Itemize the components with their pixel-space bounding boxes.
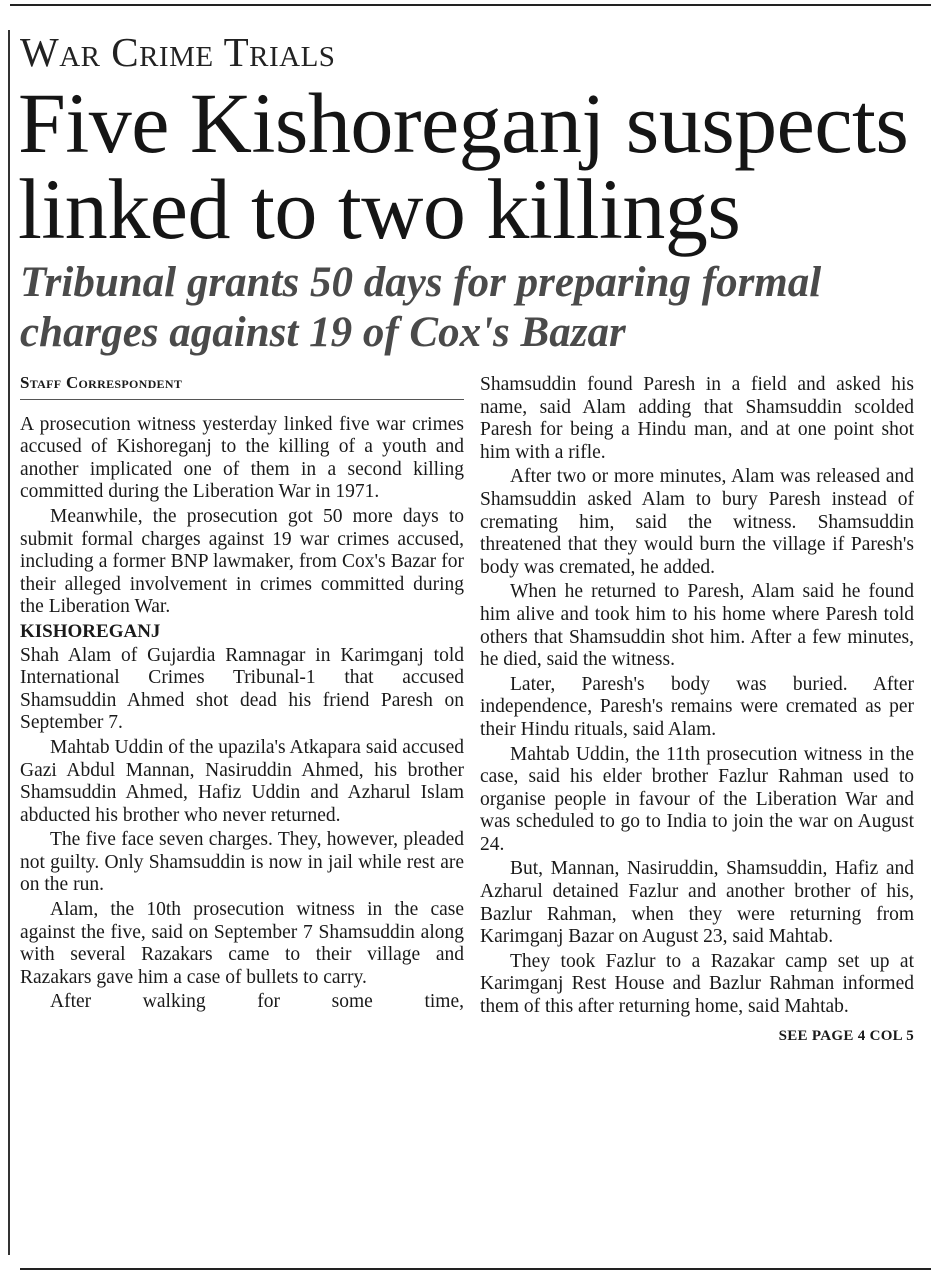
- continuation-note: SEE PAGE 4 COL 5: [778, 1027, 914, 1044]
- paragraph: Mahtab Uddin of the upazila's Atkapara said accused Gazi Abdul Mannan, Nasiruddin Ahmed, his brother Shamsuddin Ahmed, Hafiz Uddin and Azharul Islam abducted his brother who never returned.: [20, 736, 464, 826]
- left-rule: [8, 30, 10, 1255]
- bottom-rule: [20, 1268, 931, 1270]
- paragraph: A prosecution witness yesterday linked five war crimes accused of Kishoreganj to the killing of a youth and another implicated one of them in a second killing committed during the Liberation War in 1971.: [20, 413, 464, 503]
- paragraph: Mahtab Uddin, the 11th prosecution witness in the case, said his elder brother Fazlur Rahman used to organise people in favour of the Liberation War and was scheduled to go to India to join the war on August 24.: [480, 743, 914, 855]
- paragraph: Shah Alam of Gujardia Ramnagar in Karimganj told International Crimes Tribunal-1 that accused Shamsuddin Ahmed shot dead his friend Paresh on September 7.: [20, 644, 464, 734]
- paragraph: But, Mannan, Nasiruddin, Shamsuddin, Hafiz and Azharul detained Fazlur and another brother of his, Bazlur Rahman, when they were returning from Karimganj Bazar on August 23, said Mahtab.: [480, 858, 914, 948]
- paragraph: After two or more minutes, Alam was released and Shamsuddin asked Alam to bury Paresh instead of cremating him, said the witness. Shamsuddin threatened that they would burn the village if Paresh's body was cremated, he added.: [480, 466, 914, 578]
- headline: Five Kishoreganj suspects linked to two killings: [18, 75, 909, 257]
- paragraph: Later, Paresh's body was buried. After independence, Paresh's remains were cremated as per their Hindu rituals, said Alam.: [480, 673, 914, 740]
- paragraph: The five face seven charges. They, however, pleaded not guilty. Only Shamsuddin is now in jail while rest are on the run.: [20, 829, 464, 896]
- paragraph: When he returned to Paresh, Alam said he found him alive and took him to his home where Paresh told others that Shamsuddin shot him. After a few minutes, he died, said the witness.: [480, 581, 914, 671]
- article-column-right: [480, 374, 914, 1047]
- kicker: War Crime Trials: [20, 29, 336, 75]
- paragraph: Shamsuddin found Paresh in a field and asked his name, said Alam adding that Shamsuddin scolded Paresh for being a Hindu man, and at one point shot him with a rifle.: [480, 374, 914, 463]
- subhead: Tribunal grants 50 days for preparing formal charges against 19 of Cox's Bazar: [20, 259, 822, 356]
- article-column-left: [20, 372, 464, 1016]
- paragraph: Meanwhile, the prosecution got 50 more days to submit formal charges against 19 war crimes accused, including a former BNP lawmaker, from Cox's Bazar for their alleged involvement in crimes committed during the Liberation War.: [20, 505, 464, 618]
- section-heading: KISHOREGANJ: [20, 620, 161, 642]
- paragraph: After walking for some time,: [50, 991, 464, 1013]
- paragraph: They took Fazlur to a Razakar camp set up at Karimganj Rest House and Bazlur Rahman informed them of this after returning home, said Mahtab.: [480, 950, 914, 1018]
- byline: Staff Correspondent: [20, 372, 464, 400]
- paragraph: Alam, the 10th prosecution witness in the case against the five, said on September 7 Shamsuddin along with several Razakars came to their village and Razakars gave him a case of bullets to carry.: [20, 899, 464, 988]
- top-rule: [10, 4, 931, 6]
